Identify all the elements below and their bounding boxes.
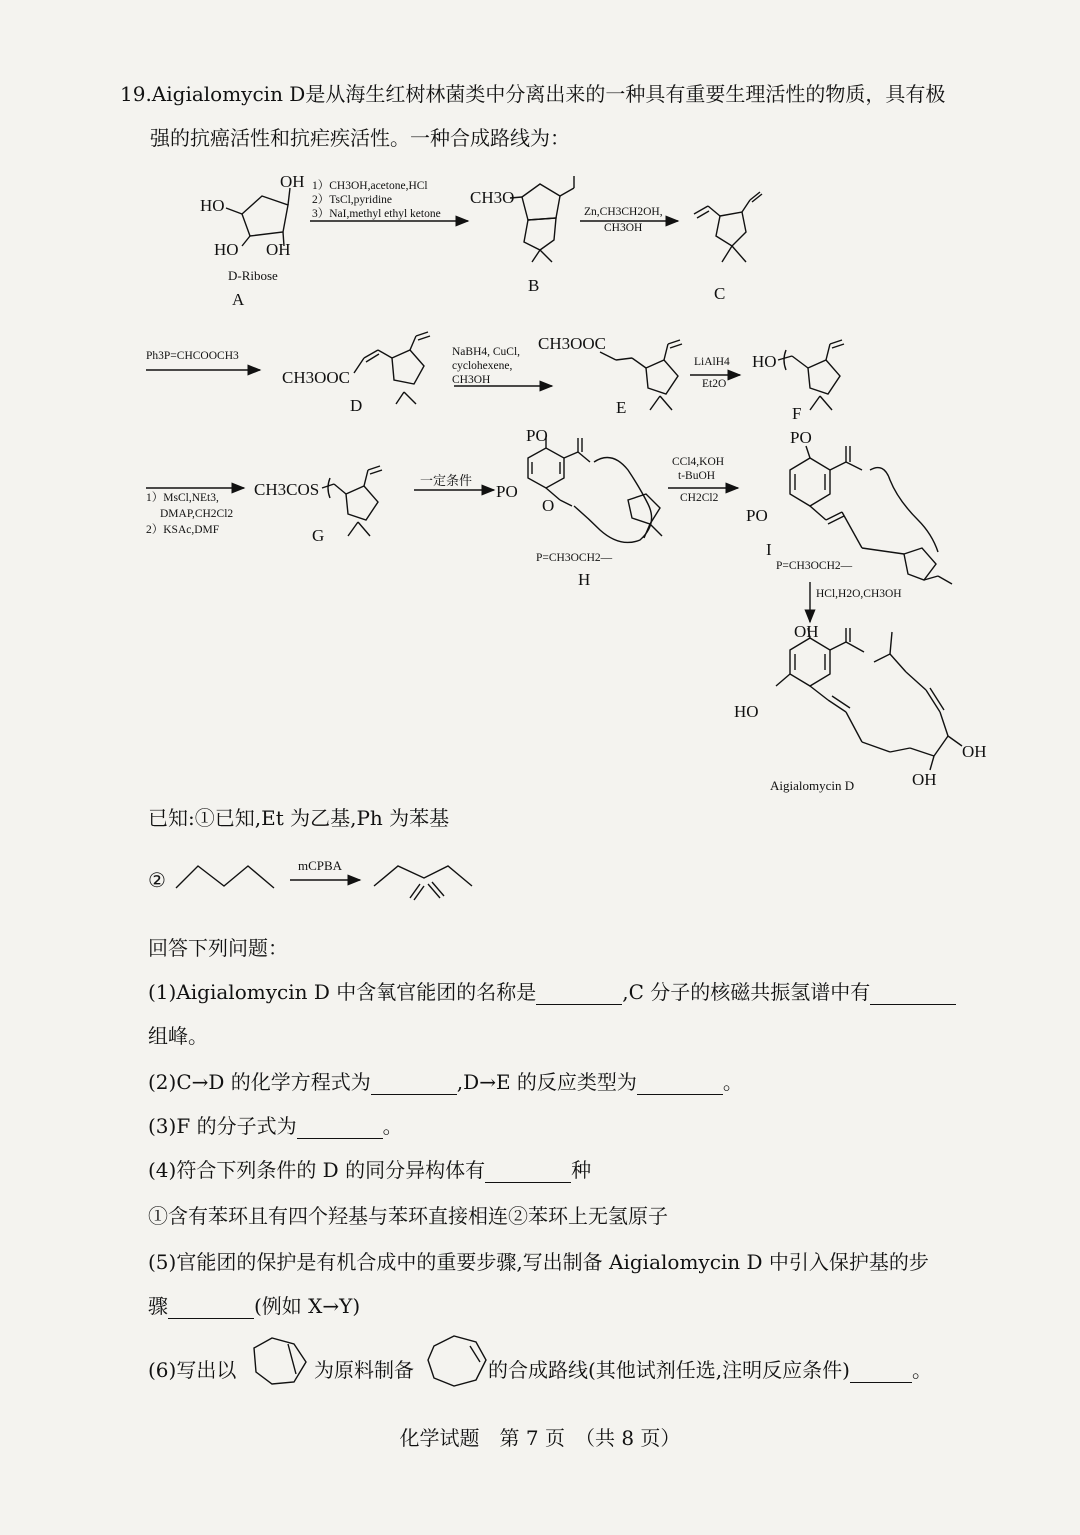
q6-starting-material (254, 1338, 306, 1384)
label-f: F (792, 404, 802, 423)
step6-cond-1: 1）MsCl,NEt3, (146, 492, 219, 504)
step9-condition: HCl,H2O,CH3OH (816, 588, 902, 600)
step1-cond-2: 2）TsCl,pyridine (312, 194, 393, 206)
final-oh-top: OH (794, 622, 819, 641)
label-b: B (528, 276, 540, 295)
question-intro-line1: 19.Aigialomycin D是从海生红树林菌类中分离出来的一种具有重要生理活性的物质，具有极 (120, 82, 946, 106)
label-c: C (714, 284, 726, 303)
final-ho-left: HO (734, 702, 759, 721)
step1-cond-3: 3）NaI,methyl ethyl ketone (312, 208, 441, 220)
a-oh-top: OH (280, 172, 305, 191)
q5-blank[interactable] (168, 1300, 254, 1319)
a-ho-left: HO (200, 196, 225, 215)
q2-line: (2)C→D 的化学方程式为 ,D→E 的反应类型为 。 (148, 1070, 743, 1094)
compound-e-structure (600, 340, 682, 410)
known-reagent: mCPBA (298, 858, 343, 873)
known-item2-mark: ② (148, 868, 166, 892)
h-po-left: PO (496, 482, 518, 501)
aigialomycin-d-structure (776, 628, 962, 770)
step4-cond-1: NaBH4, CuCl, (452, 346, 521, 358)
b-ch3o: CH3O (470, 188, 515, 207)
q6-part-a: (6)写出以 (148, 1358, 237, 1382)
label-a: A (232, 290, 245, 309)
q1-line2: 组峰。 (148, 1024, 208, 1048)
answer-prompt: 回答下列问题： (148, 936, 288, 960)
step7-condition: 一定条件 (420, 473, 473, 488)
q1-line: (1)Aigialomycin D 中含氧官能团的名称是 ,C 分子的核磁共振氢谱中有 (148, 976, 956, 1005)
compound-c-structure (694, 192, 762, 262)
label-e: E (616, 398, 627, 417)
label-h: H (578, 570, 591, 589)
q6-blank[interactable] (850, 1364, 912, 1383)
q4-conditions: ①含有苯环且有四个羟基与苯环直接相连②苯环上无氢原子 (148, 1204, 668, 1228)
label-d: D (350, 396, 363, 415)
q2-blank-b[interactable] (637, 1076, 723, 1095)
compound-d-structure (354, 332, 430, 404)
d-ch3ooc: CH3OOC (282, 368, 351, 387)
q1-blank-b[interactable] (870, 986, 956, 1005)
a-oh-bottom: OH (266, 240, 291, 259)
q1-blank-a[interactable] (536, 986, 622, 1005)
step5-cond-2: Et2O (702, 378, 727, 390)
step2-cond-2: CH3OH (604, 222, 643, 234)
step6-cond-3: 2）KSAc,DMF (146, 524, 220, 536)
i-po-left: PO (746, 506, 768, 525)
q5-line2: 骤 (例如 X→Y) (148, 1294, 361, 1318)
step8-cond-2: t-BuOH (678, 470, 716, 482)
q2-blank-a[interactable] (371, 1076, 457, 1095)
step1-cond-1: 1）CH3OH,acetone,HCl (312, 180, 428, 192)
q6-line-end: 的合成路线(其他试剂任选,注明反应条件) 。 (488, 1358, 932, 1382)
final-oh-right: OH (962, 742, 987, 761)
h-po-top: PO (526, 426, 548, 445)
step4-cond-3: CH3OH (452, 374, 491, 386)
step8-cond-1: CCl4,KOH (672, 456, 725, 468)
f-ho: HO (752, 352, 777, 371)
step8-cond-3: CH2Cl2 (680, 492, 719, 504)
page-footer: 化学试题 第 7 页 （共 8 页） (399, 1426, 681, 1450)
i-po-top: PO (790, 428, 812, 447)
dribose-label: D-Ribose (228, 268, 278, 283)
final-oh-bottom: OH (912, 770, 937, 789)
compound-f-structure (778, 340, 844, 410)
q5-line: (5)官能团的保护是有机合成中的重要步骤,写出制备 Aigialomycin D 中引入保护基的步 (148, 1250, 929, 1274)
q4-line: (4)符合下列条件的 D 的同分异构体有 种 (148, 1158, 592, 1182)
step5-cond-1: LiAlH4 (694, 356, 730, 368)
step3-reagent: Ph3P=CHCOOCH3 (146, 350, 239, 362)
h-p-def: P=CH3OCH2— (536, 552, 613, 564)
step2-cond-1: Zn,CH3CH2OH, (584, 206, 663, 218)
label-i: I (766, 540, 772, 559)
g-ch3cos: CH3COS (254, 480, 320, 499)
compound-g-structure (322, 466, 382, 536)
q6-product (428, 1336, 486, 1386)
h-o-label: O (542, 496, 555, 515)
i-p-def: P=CH3OCH2— (776, 560, 853, 572)
compound-a-structure (226, 188, 290, 246)
step4-cond-2: cyclohexene, (452, 360, 513, 372)
known-line1: 已知:①已知,Et 为乙基,Ph 为苯基 (148, 806, 450, 830)
q6-part-b: 为原料制备 (314, 1358, 414, 1382)
aigialomycin-d-label: Aigialomycin D (770, 778, 855, 793)
label-g: G (312, 526, 325, 545)
compound-h-structure (528, 438, 662, 542)
q3-blank[interactable] (297, 1120, 383, 1139)
step6-cond-2: DMAP,CH2Cl2 (160, 508, 234, 520)
q3-line: (3)F 的分子式为 。 (148, 1114, 403, 1138)
a-ho-bottom: HO (214, 240, 239, 259)
compound-b-structure (510, 176, 574, 262)
question-intro-line2: 强的抗癌活性和抗疟疾活性。一种合成路线为： (150, 126, 570, 150)
q4-blank[interactable] (485, 1164, 571, 1183)
e-ch3ooc: CH3OOC (538, 334, 607, 353)
